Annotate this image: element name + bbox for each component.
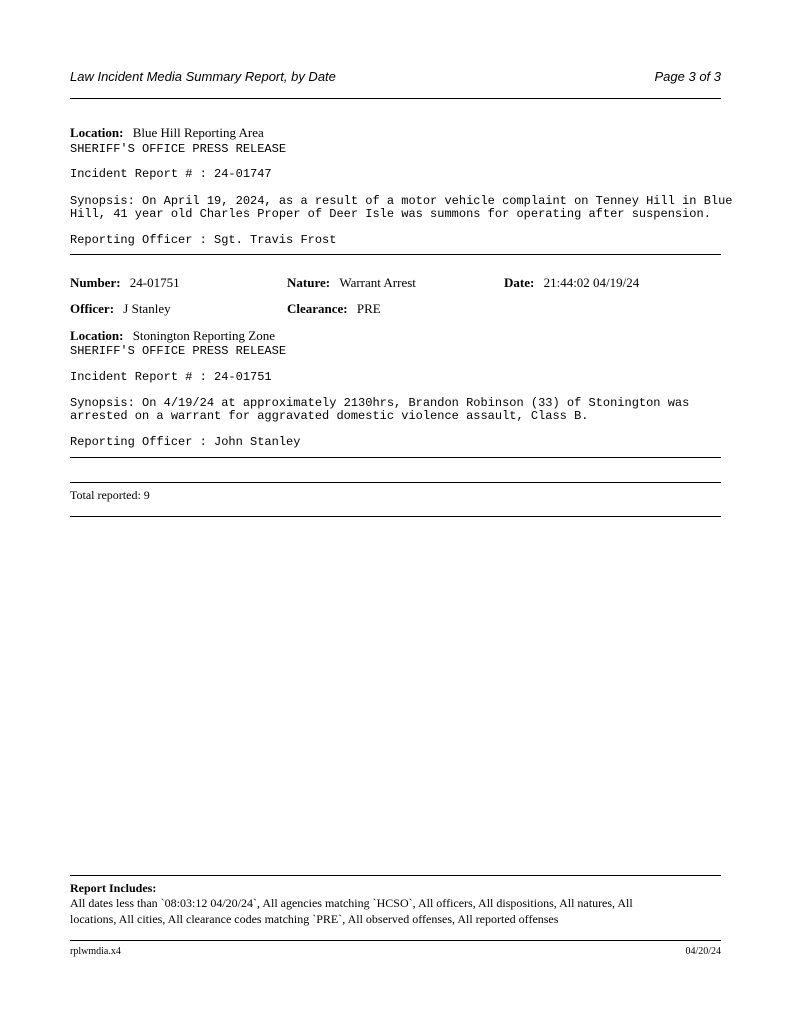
entry1-incident-report: Incident Report # : 24-01747 [70, 167, 272, 181]
entry1-press-release: SHERIFF'S OFFICE PRESS RELEASE [70, 142, 287, 156]
entry1-synopsis-line2: Hill, 41 year old Charles Proper of Deer Isle was summons for operating after suspension. [70, 207, 711, 221]
footer-date: 04/20/24 [685, 946, 721, 957]
officer-value: J Stanley [123, 301, 171, 316]
entry1-synopsis-line1: Synopsis: On April 19, 2024, as a result of a motor vehicle complaint on Tenney Hill in Blue [70, 194, 733, 208]
footer-bottom-divider [70, 940, 721, 941]
entry1-location-row [70, 125, 264, 141]
number-label: Number: [70, 275, 121, 290]
entry2-officer-field [70, 301, 171, 317]
date-value: 21:44:02 04/19/24 [543, 275, 640, 290]
date-label: Date: [504, 275, 535, 290]
total-top-divider [70, 482, 721, 483]
page-number: Page 3 of 3 [654, 69, 721, 84]
footer-top-divider [70, 875, 721, 876]
clearance-value: PRE [356, 301, 381, 316]
location-label: Location: [70, 125, 124, 140]
officer-label: Officer: [70, 301, 115, 316]
location-label: Location: [70, 328, 124, 343]
header-divider [70, 98, 721, 99]
entry2-date-field [504, 275, 639, 291]
report-title: Law Incident Media Summary Report, by Date [70, 69, 336, 84]
nature-label: Nature: [287, 275, 331, 290]
entry2-incident-report: Incident Report # : 24-01751 [70, 370, 272, 384]
total-reported: Total reported: 9 [70, 488, 150, 502]
report-includes-line1: All dates less than `08:03:12 04/20/24`, All agencies matching `HCSO`, All officers, All dispositions, All natures, All [70, 896, 633, 910]
clearance-label: Clearance: [287, 301, 348, 316]
entry1-reporting-officer: Reporting Officer : Sgt. Travis Frost [70, 233, 337, 247]
entry-divider [70, 254, 721, 255]
number-value: 24-01751 [129, 275, 180, 290]
nature-value: Warrant Arrest [339, 275, 416, 290]
total-bottom-divider [70, 516, 721, 517]
report-includes-label: Report Includes: [70, 881, 157, 895]
entry2-synopsis-line2: arrested on a warrant for aggravated domestic violence assault, Class B. [70, 409, 589, 423]
report-includes-line2: locations, All cities, All clearance codes matching `PRE`, All observed offenses, All reported offenses [70, 912, 559, 926]
entry2-synopsis-line1: Synopsis: On 4/19/24 at approximately 2130hrs, Brandon Robinson (33) of Stonington was [70, 396, 690, 410]
footer-file-name: rplwmdia.x4 [70, 946, 121, 957]
entry2-press-release: SHERIFF'S OFFICE PRESS RELEASE [70, 344, 287, 358]
entry2-clearance-field [287, 301, 381, 317]
entry2-number-field [70, 275, 180, 291]
entry2-reporting-officer: Reporting Officer : John Stanley [70, 435, 301, 449]
entry-divider [70, 457, 721, 458]
location-value: Blue Hill Reporting Area [132, 125, 264, 140]
location-value: Stonington Reporting Zone [132, 328, 275, 343]
entry2-nature-field [287, 275, 416, 291]
entry2-location-row [70, 328, 275, 344]
